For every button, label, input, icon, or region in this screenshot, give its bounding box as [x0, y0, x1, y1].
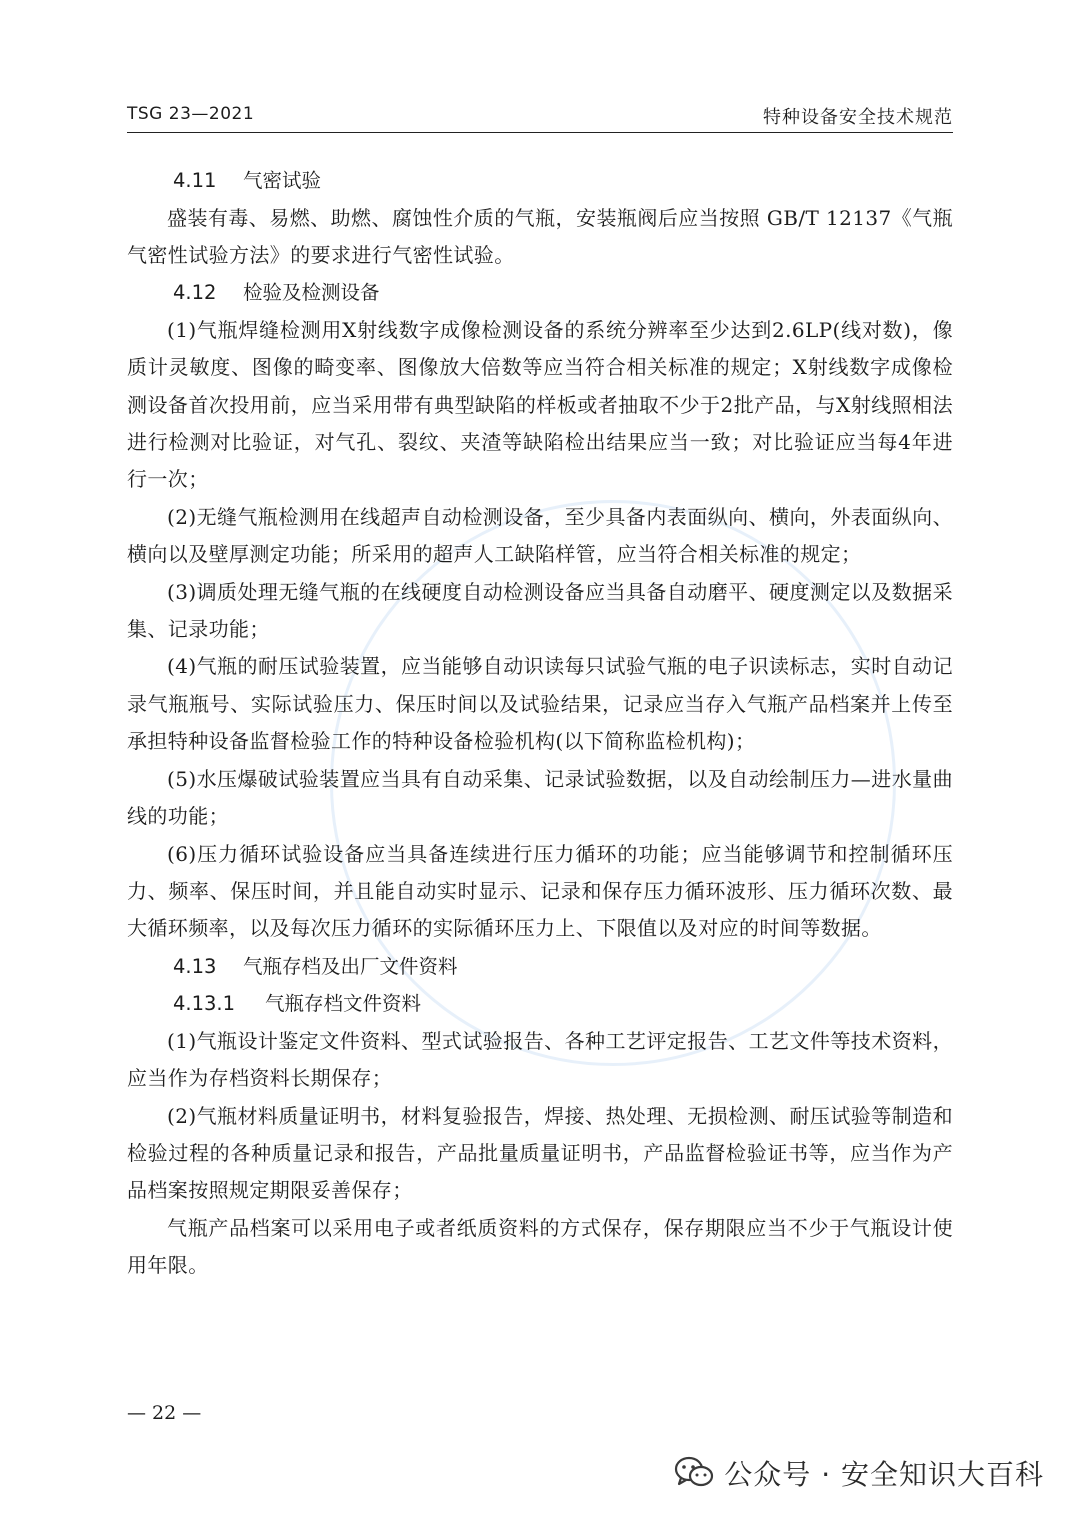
section-heading: [127, 948, 953, 986]
section-title: 检验及检测设备: [243, 281, 380, 305]
paragraph: 气瓶产品档案可以采用电子或者纸质资料的方式保存，保存期限应当不少于气瓶设计使用年限。: [127, 1215, 953, 1278]
paragraph: 盛装有毒、易燃、助燃、腐蚀性介质的气瓶，安装瓶阀后应当按照 GB/T 12137《气瓶气密性试验方法》的要求进行气密性试验。: [127, 205, 953, 267]
paragraph: (4)气瓶的耐压试验装置，应当能够自动识读每只试验气瓶的电子识读标志，实时自动记录气瓶瓶号、实际试验压力、保压时间以及试验结果，记录应当存入气瓶产品档案并上传至承担特种设备监督检验工作的特种设备检验机构(以下简称监检机构)；: [127, 654, 953, 754]
section-title: 气瓶存档及出厂文件资料: [243, 954, 458, 978]
paragraph: (6)压力循环试验设备应当具备连续进行压力循环的功能；应当能够调节和控制循环压力、频率、保压时间，并且能自动实时显示、记录和保存压力循环波形、压力循环次数、最大循环频率，以及每次压力循环的实际循环压力上、下限值以及对应的时间等数据。: [127, 841, 953, 941]
watermark-text: 公众号 · 安全知识大百科: [724, 1458, 1044, 1491]
document-body: [127, 162, 953, 1285]
section-title: 气瓶存档文件资料: [265, 992, 422, 1016]
page-header: [127, 100, 953, 133]
section-number: 4.13.1: [173, 992, 236, 1016]
section-number: 4.12: [173, 281, 217, 305]
section-heading: [127, 162, 953, 200]
wechat-icon: [674, 1456, 714, 1490]
subsection-heading: [127, 985, 953, 1023]
paragraph: (1)气瓶焊缝检测用X射线数字成像检测设备的系统分辨率至少达到2.6LP(线对数)，像质计灵敏度、图像的畸变率、图像放大倍数等应当符合相关标准的规定；X射线数字成像检测设备首次投用前，应当采用带有典型缺陷的样板或者抽取不少于2批产品，与X射线照相法进行检测对比验证，对气孔、裂纹、夹渣等缺陷检出结果应当一致；对比验证应当每4年进行一次；: [127, 317, 953, 492]
section-heading: [127, 274, 953, 312]
paragraph: (2)无缝气瓶检测用在线超声自动检测设备，至少具备内表面纵向、横向，外表面纵向、横向以及壁厚测定功能；所采用的超声人工缺陷样管，应当符合相关标准的规定；: [127, 504, 953, 567]
standard-code: TSG 23—2021: [127, 104, 255, 124]
paragraph: (3)调质处理无缝气瓶的在线硬度自动检测设备应当具备自动磨平、硬度测定以及数据采集、记录功能；: [127, 579, 953, 642]
section-number: 4.11: [173, 169, 217, 192]
section-number: 4.13: [173, 954, 217, 978]
paragraph: (1)气瓶设计鉴定文件资料、型式试验报告、各种工艺评定报告、工艺文件等技术资料，应当作为存档资料长期保存；: [127, 1028, 953, 1091]
paragraph: (2)气瓶材料质量证明书，材料复验报告，焊接、热处理、无损检测、耐压试验等制造和检验过程的各种质量记录和报告，产品批量质量证明书，产品监督检验证书等，应当作为产品档案按照规定期限妥善保存；: [127, 1103, 953, 1203]
watermark: [674, 1453, 1044, 1493]
paragraph: (5)水压爆破试验装置应当具有自动采集、记录试验数据，以及自动绘制压力—进水量曲线的功能；: [127, 766, 953, 829]
standard-category: 特种设备安全技术规范: [763, 107, 953, 128]
section-title: 气密试验: [243, 169, 322, 192]
page-number: — 22 —: [127, 1402, 202, 1424]
